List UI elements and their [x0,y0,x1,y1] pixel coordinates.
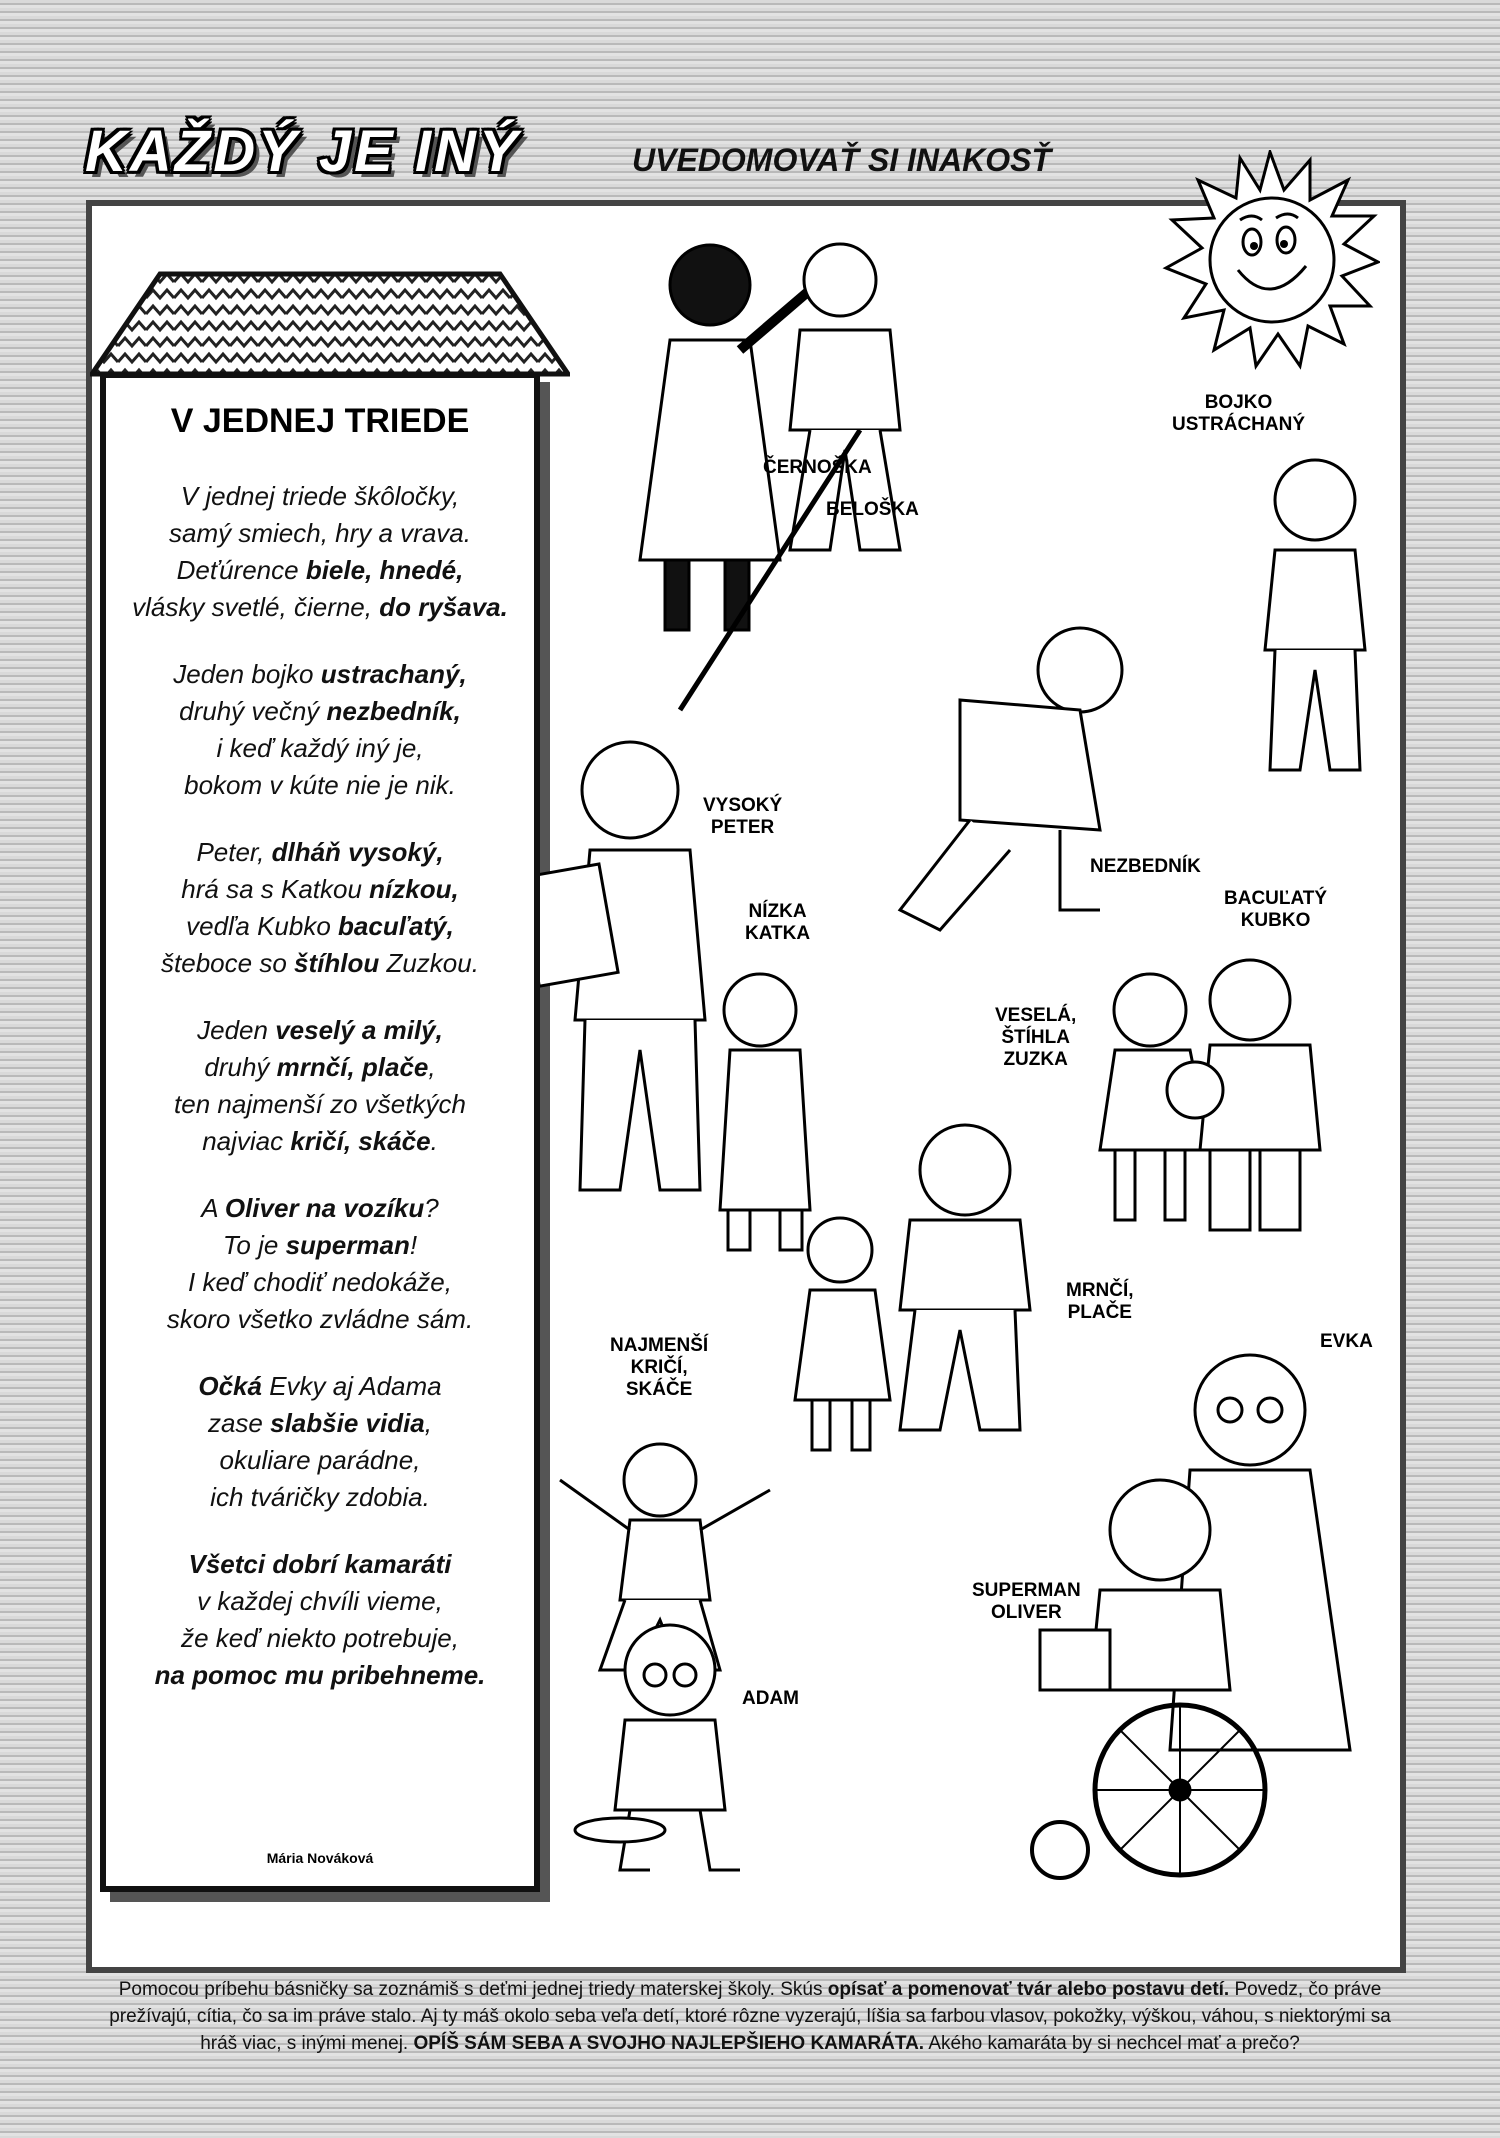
poem-segment: biele, hnedé, [305,555,464,585]
poem-line [106,945,534,982]
poem-line [106,1301,534,1338]
poem-segment: ? [424,1193,439,1223]
poem-segment: šteboce so [161,948,295,978]
poem-segment: Očká [198,1371,262,1401]
poem-line [106,1479,534,1516]
poem-segment: Zuzkou. [379,948,479,978]
poem-stanza [106,1012,534,1160]
poem-segment: Jeden [197,1015,276,1045]
poem-line [106,1012,534,1049]
poem-segment: druhý večný [179,696,327,726]
poem-segment: na pomoc mu pribehneme. [154,1660,486,1690]
poem-line [106,1442,534,1479]
poem-line [106,1049,534,1086]
poem-segment: bokom v kúte nie je nik. [184,770,456,800]
poem-line [106,834,534,871]
poem-line [106,656,534,693]
poem-line [106,1264,534,1301]
poem-title: V JEDNEJ TRIEDE [170,402,470,440]
poem-segment: superman [285,1230,410,1260]
poem-body [106,478,534,1724]
instructions-segment: Povedz, čo práve prežívajú, cítia, čo sa im práve stalo. Aj ty máš okolo seba veľa detí, ktoré rôzne vyzerajú, líšia sa farbou vlasov, pokožky, výškou, váhou, s niektorými sa hráš viac, s inými menej. [109,1979,1391,2054]
label-mrnci: MRNČÍ, PLAČE [1066,1280,1134,1323]
poem-segment: , [428,1052,436,1082]
label-zuzka: VESELÁ, ŠTÍHLA ZUZKA [995,1005,1077,1070]
poem-stanza [106,478,534,626]
poem-line [106,1546,534,1583]
poem-segment: vlásky svetlé, čierne, [132,592,380,622]
poem-segment: kričí, skáče [290,1126,431,1156]
poem-segment: štíhlou [294,948,380,978]
poem-segment: skoro všetko zvládne sám. [166,1304,474,1334]
label-oliver: SUPERMAN OLIVER [972,1580,1081,1623]
poem-segment: bacuľatý, [338,911,454,941]
poem-segment: v každej chvíli vieme, [197,1586,443,1616]
instructions-segment: opísať a pomenovať tvár alebo postavu detí. [827,1979,1230,2000]
poem-segment: najviac [202,1126,291,1156]
poem-segment: že keď niekto potrebuje, [181,1623,459,1653]
poem-segment: ! [409,1230,418,1260]
label-adam: ADAM [742,1688,799,1709]
poem-segment: Deťúrence [176,555,306,585]
poem-line [106,1123,534,1160]
poem-line [106,730,534,767]
poem-segment: Peter, [196,837,272,867]
label-cernoska: ČERNOŠKA [763,457,872,478]
poem-segment: Jeden bojko [173,659,321,689]
poem-segment: vedľa Kubko [186,911,339,941]
poem-segment: dlháň vysoký, [271,837,444,867]
poem-line [106,1086,534,1123]
instructions-segment: Pomocou príbehu básničky sa zoznámiš s deťmi jednej triedy materskej školy. Skús [118,1979,828,2000]
poem-line [106,1620,534,1657]
boy-peter-figure [540,742,705,1190]
poem-segment: nízkou, [369,874,459,904]
girl-mrnci-figure [900,1125,1030,1430]
girl-katka-figure [720,974,810,1250]
poem-stanza [106,1546,534,1694]
label-evka: EVKA [1320,1331,1373,1352]
poem-segment: druhý [204,1052,277,1082]
poem-line [106,1583,534,1620]
poem-segment: do ryšava. [379,592,508,622]
label-katka: NÍZKA KATKA [745,901,811,944]
poem-line [106,1405,534,1442]
poem-line [106,552,534,589]
poem-stanza [106,656,534,804]
label-najmensi: NAJMENŠÍ KRIČÍ, SKÁČE [610,1335,709,1400]
label-beloska: BELOŠKA [826,499,919,520]
poem-segment: . [430,1126,438,1156]
girl-cernoska-figure [640,245,810,630]
poem-line [106,478,534,515]
boy-kubko-figure [1167,960,1320,1230]
roof-pattern [90,270,570,380]
poem-segment: zase [207,1408,271,1438]
poem-segment: V jednej triede škôločky, [180,481,460,511]
poem-segment: hrá sa s Katkou [181,874,370,904]
label-nezbednik: NEZBEDNÍK [1090,856,1201,877]
poem-stanza [106,1190,534,1338]
poem-line [106,871,534,908]
poem-line [106,1368,534,1405]
boy-bojko-figure [1265,460,1365,770]
poem-segment: ten najmenší zo všetkých [174,1089,466,1119]
poem-segment: samý smiech, hry a vrava. [169,518,471,548]
boy-adam-figure [575,1625,740,1870]
page-subtitle: UVEDOMOVAŤ SI INAKOSŤ [632,142,1051,178]
girl-small-figure [795,1218,890,1450]
poem-line [106,1227,534,1264]
poem-segment: mrnčí, plače [276,1052,429,1082]
label-kubko: BACUĽATÝ KUBKO [1224,888,1328,931]
poem-segment: ustrachaný, [320,659,467,689]
poem-segment: Všetci dobrí kamaráti [188,1549,452,1579]
poem-line [106,589,534,626]
page-title: KAŽDÝ JE INÝ [85,119,521,184]
poem-line [106,1657,534,1694]
poem-segment: I keď chodiť nedokáže, [188,1267,452,1297]
poem-author: Mária Nováková [266,1850,374,1866]
poem-segment: i keď každý iný je, [216,733,424,763]
poem-segment: okuliare parádne, [219,1445,421,1475]
poem-segment: veselý a milý, [275,1015,443,1045]
poem-segment: A [201,1193,225,1223]
label-bojko: BOJKO USTRÁCHANÝ [1172,392,1305,435]
poem-line [106,1190,534,1227]
poem-line [106,908,534,945]
poem-line [106,693,534,730]
poem-segment: slabšie vidia [270,1408,425,1438]
poem-stanza [106,834,534,982]
instructions-segment: OPÍŠ SÁM SEBA A SVOJHO NAJLEPŠIEHO KAMARÁTA. [413,2033,925,2054]
poem-segment: , [424,1408,433,1438]
poem-segment: ich tváričky zdobia. [210,1482,430,1512]
children-illustration [540,230,1400,1890]
poem-segment: Oliver na vozíku [224,1193,425,1223]
poem-box [100,372,540,1892]
instructions-segment: Akého kamaráta by si nechcel mať a prečo? [924,2033,1300,2054]
poem-segment: To je [222,1230,286,1260]
poem-line [106,515,534,552]
poem-line [106,767,534,804]
poem-segment: nezbedník, [326,696,461,726]
instructions-text [92,1976,1408,2057]
poem-segment: Evky aj Adama [261,1371,442,1401]
label-peter: VYSOKÝ PETER [703,795,783,838]
poem-stanza [106,1368,534,1516]
